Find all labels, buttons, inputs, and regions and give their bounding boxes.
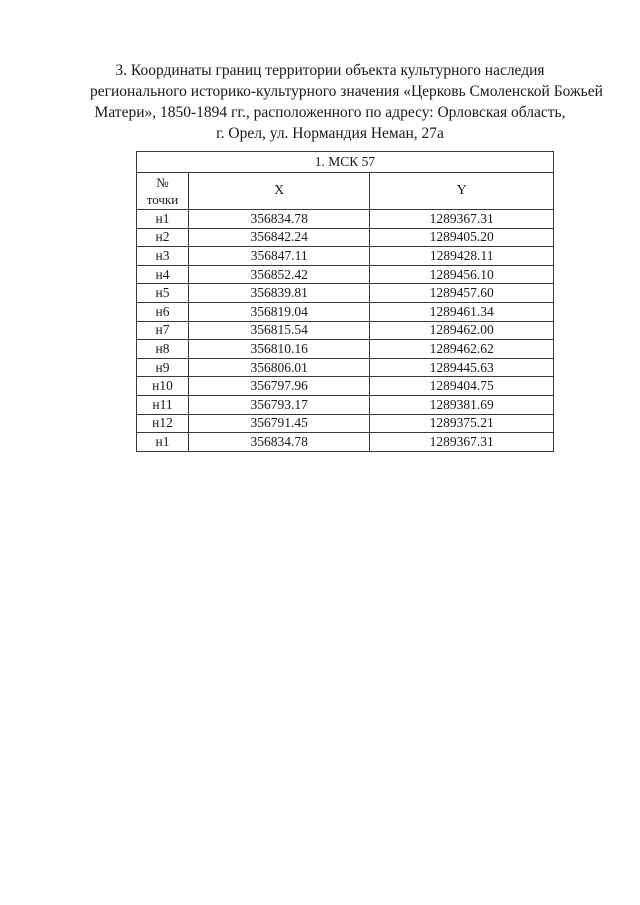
point-cell: н5 [137,284,189,303]
point-cell: н1 [137,433,189,452]
x-cell: 356839.81 [188,284,370,303]
x-cell: 356815.54 [188,321,370,340]
y-cell: 1289405.20 [370,228,554,247]
y-cell: 1289428.11 [370,247,554,266]
heading-line-4: г. Орел, ул. Нормандия Неман, 27а [216,125,444,142]
x-cell: 356834.78 [188,210,370,229]
point-cell: н6 [137,302,189,321]
point-cell: н4 [137,265,189,284]
y-cell: 1289461.34 [370,302,554,321]
table-row [137,395,554,414]
y-cell: 1289367.31 [370,433,554,452]
y-cell: 1289457.60 [370,284,554,303]
x-cell: 356806.01 [188,358,370,377]
table-row [137,247,554,266]
y-cell: 1289381.69 [370,395,554,414]
x-cell: 356852.42 [188,265,370,284]
y-cell: 1289456.10 [370,265,554,284]
table-row [137,284,554,303]
coordinates-table [136,151,554,452]
point-cell: н7 [137,321,189,340]
x-cell: 356819.04 [188,302,370,321]
heading-line-1: 3. Координаты границ территории объекта культурного наследия [115,62,545,79]
y-cell: 1289462.62 [370,340,554,359]
table-row [137,321,554,340]
point-cell: н1 [137,210,189,229]
x-cell: 356834.78 [188,433,370,452]
heading-line-2: регионального историко-культурного значения «Церковь Смоленской Божьей [90,83,603,100]
y-cell: 1289375.21 [370,414,554,433]
y-cell: 1289462.00 [370,321,554,340]
point-cell: н10 [137,377,189,396]
heading-line-3: Матери», 1850-1894 гг., расположенного по адресу: Орловская область, [94,104,566,121]
table-row [137,302,554,321]
x-cell: 356791.45 [188,414,370,433]
x-cell: 356847.11 [188,247,370,266]
y-cell: 1289404.75 [370,377,554,396]
point-number-header [137,173,189,210]
x-cell: 356842.24 [188,228,370,247]
point-cell: н11 [137,395,189,414]
table-row [137,265,554,284]
y-cell: 1289445.63 [370,358,554,377]
point-cell: н9 [137,358,189,377]
table-row [137,228,554,247]
x-cell: 356810.16 [188,340,370,359]
coordinates-table-body [137,210,554,452]
y-cell: 1289367.31 [370,210,554,229]
table-row [137,414,554,433]
table-row [137,210,554,229]
coordinate-system-title: 1. МСК 57 [137,152,554,173]
table-row [137,358,554,377]
point-cell: н3 [137,247,189,266]
x-column-header: X [188,173,370,210]
table-row [137,377,554,396]
point-cell: н2 [137,228,189,247]
y-column-header: Y [370,173,554,210]
point-number-word: точки [146,192,179,207]
point-cell: н8 [137,340,189,359]
point-number-sign: № [156,175,169,190]
x-cell: 356793.17 [188,395,370,414]
table-row [137,433,554,452]
table-row [137,340,554,359]
point-cell: н12 [137,414,189,433]
section-heading [90,60,603,144]
x-cell: 356797.96 [188,377,370,396]
